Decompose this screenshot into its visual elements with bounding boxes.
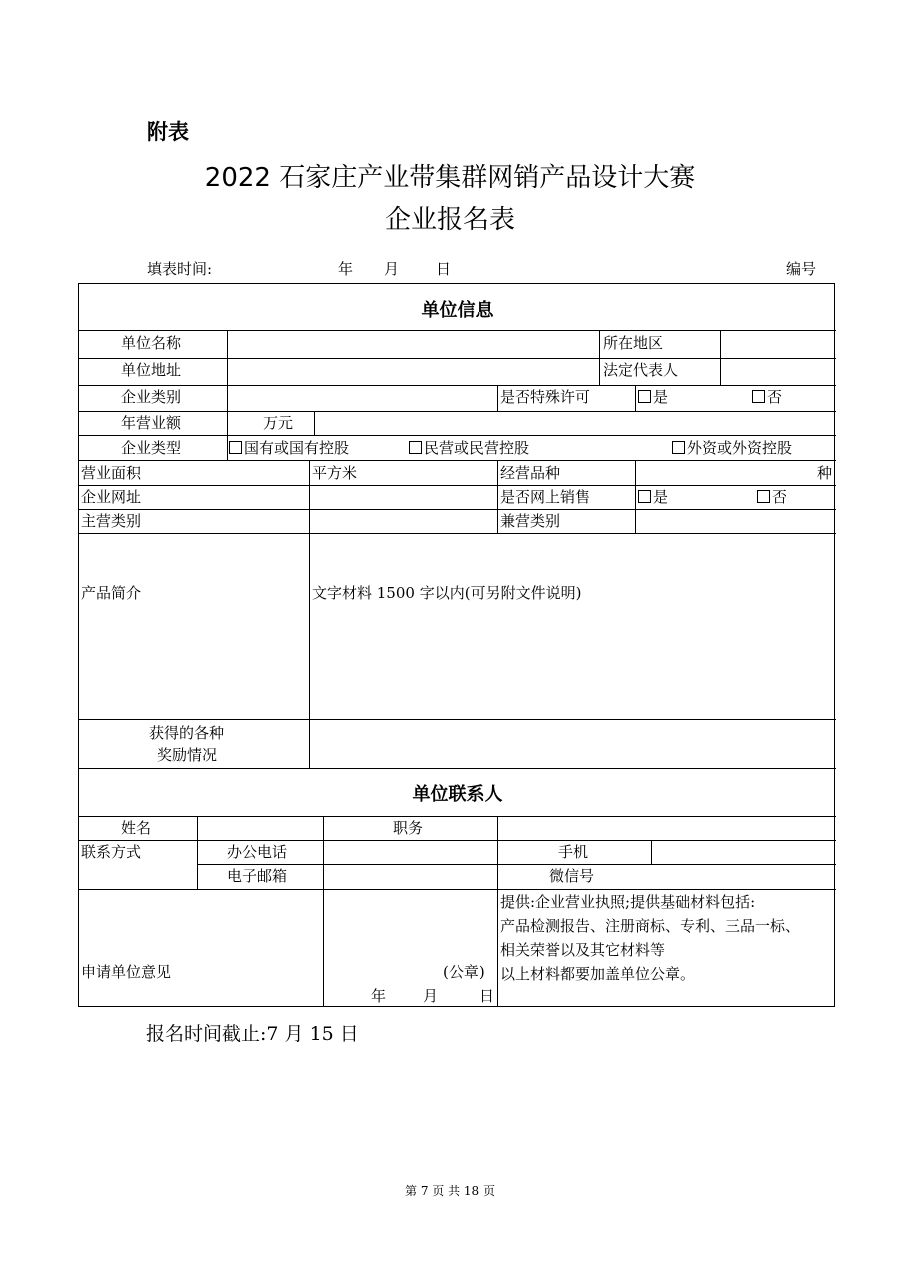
- side-category-label: 兼营类别: [500, 512, 561, 530]
- opinion-year-label: 年: [371, 987, 387, 1005]
- checkbox-icon: [409, 441, 422, 454]
- website-label: 企业网址: [81, 488, 142, 506]
- serial-number-label: 编号: [786, 260, 817, 278]
- checkbox-icon: [672, 441, 685, 454]
- fill-time-label: 填表时间:: [147, 260, 213, 278]
- enterprise-category-label: 企业类别: [121, 388, 182, 406]
- checkbox-icon: [638, 390, 651, 403]
- email-label: 电子邮箱: [227, 867, 288, 885]
- online-sales-label: 是否网上销售: [500, 488, 591, 506]
- applicant-opinion-label: 申请单位意见: [81, 963, 172, 981]
- materials-note-line1: 提供:企业营业执照;提供基础材料包括:: [500, 893, 756, 911]
- product-intro-label: 产品简介: [81, 584, 142, 602]
- annual-revenue-label: 年营业额: [121, 414, 182, 432]
- product-varieties-label: 经营品种: [500, 464, 561, 482]
- fill-day-label: 日: [436, 260, 452, 278]
- contact-method-label: 联系方式: [81, 843, 142, 861]
- type-private-option[interactable]: 民营或民营控股: [409, 439, 529, 457]
- registration-deadline: 报名时间截止:7 月 15 日: [146, 1023, 359, 1045]
- checkbox-icon: [638, 490, 651, 503]
- special-permit-yes[interactable]: 是: [638, 388, 668, 406]
- registration-form-table: [78, 283, 835, 1007]
- legal-rep-label: 法定代表人: [603, 361, 679, 379]
- varieties-unit-label: 种: [817, 464, 833, 482]
- office-phone-label: 办公电话: [227, 843, 288, 861]
- checkbox-icon: [757, 490, 770, 503]
- area-unit-label: 平方米: [312, 464, 358, 482]
- materials-note-line3: 相关荣誉以及其它材料等: [500, 941, 666, 959]
- contact-name-label: 姓名: [121, 819, 152, 837]
- section-unit-info-title: 单位信息: [421, 300, 494, 321]
- attachment-label: 附表: [147, 120, 189, 144]
- enterprise-type-label: 企业类型: [121, 439, 182, 457]
- mobile-label: 手机: [558, 843, 589, 861]
- opinion-month-label: 月: [423, 987, 439, 1005]
- type-state-option[interactable]: 国有或国有控股: [229, 439, 349, 457]
- form-title: 2022 石家庄产业带集群网销产品设计大赛: [204, 163, 696, 193]
- fill-year-label: 年: [338, 260, 354, 278]
- awards-label-line2: 奖励情况: [157, 746, 218, 764]
- checkbox-icon: [229, 441, 242, 454]
- revenue-unit-label: 万元: [263, 414, 294, 432]
- materials-note-line2: 产品检测报告、注册商标、专利、三品一标、: [500, 917, 801, 935]
- fill-month-label: 月: [384, 260, 400, 278]
- contact-position-label: 职务: [393, 819, 424, 837]
- section-contact-title: 单位联系人: [412, 784, 503, 805]
- materials-note-line4: 以上材料都要加盖单位公章。: [500, 965, 696, 983]
- page-number: 第 7 页 共 18 页: [405, 1184, 495, 1198]
- product-intro-note: 文字材料 1500 字以内(可另附文件说明): [312, 584, 582, 602]
- business-area-label: 营业面积: [81, 464, 142, 482]
- location-label: 所在地区: [603, 334, 664, 352]
- awards-label-line1: 获得的各种: [149, 724, 225, 742]
- online-sales-yes[interactable]: 是: [638, 488, 668, 506]
- wechat-label: 微信号: [549, 867, 595, 885]
- special-permit-no[interactable]: 否: [752, 388, 782, 406]
- special-permit-label: 是否特殊许可: [500, 388, 591, 406]
- unit-address-label: 单位地址: [121, 361, 182, 379]
- online-sales-no[interactable]: 否: [757, 488, 787, 506]
- official-seal-label: (公章): [443, 963, 485, 981]
- main-category-label: 主营类别: [81, 512, 142, 530]
- type-foreign-option[interactable]: 外资或外资控股: [672, 439, 792, 457]
- opinion-day-label: 日: [479, 987, 495, 1005]
- unit-name-label: 单位名称: [121, 334, 182, 352]
- form-subtitle: 企业报名表: [384, 205, 515, 235]
- checkbox-icon: [752, 390, 765, 403]
